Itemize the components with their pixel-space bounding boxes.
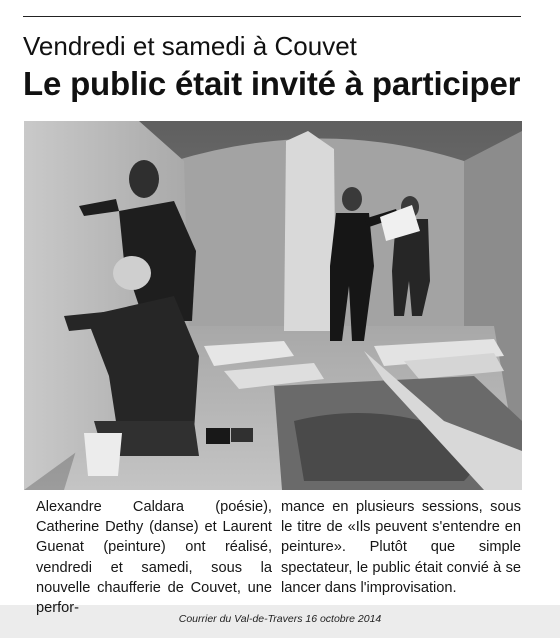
source-credit: Courrier du Val-de-Travers 16 octobre 2014 xyxy=(178,613,382,625)
photo-icon xyxy=(24,121,522,490)
article-body-right-column: mance en plusieurs sessions, sous le titre de «Ils peuvent s'entendre en peinture». Plutôt que simple spectateur, le public était convié à se lancer dans l'improvisation. xyxy=(281,499,521,596)
article-subhead: Vendredi et samedi à Couvet xyxy=(23,31,357,61)
article-headline: Le public était invité à participer xyxy=(23,65,521,102)
article-photo xyxy=(24,121,522,490)
article-body-left-column: Alexandre Caldara (poésie), Catherine Dethy (danse) et Laurent Guenat (peinture) ont réalisé, vendredi et samedi, sous la nouvelle chaufferie de Couvet, une perfor- xyxy=(36,499,272,617)
top-rule xyxy=(23,16,521,17)
